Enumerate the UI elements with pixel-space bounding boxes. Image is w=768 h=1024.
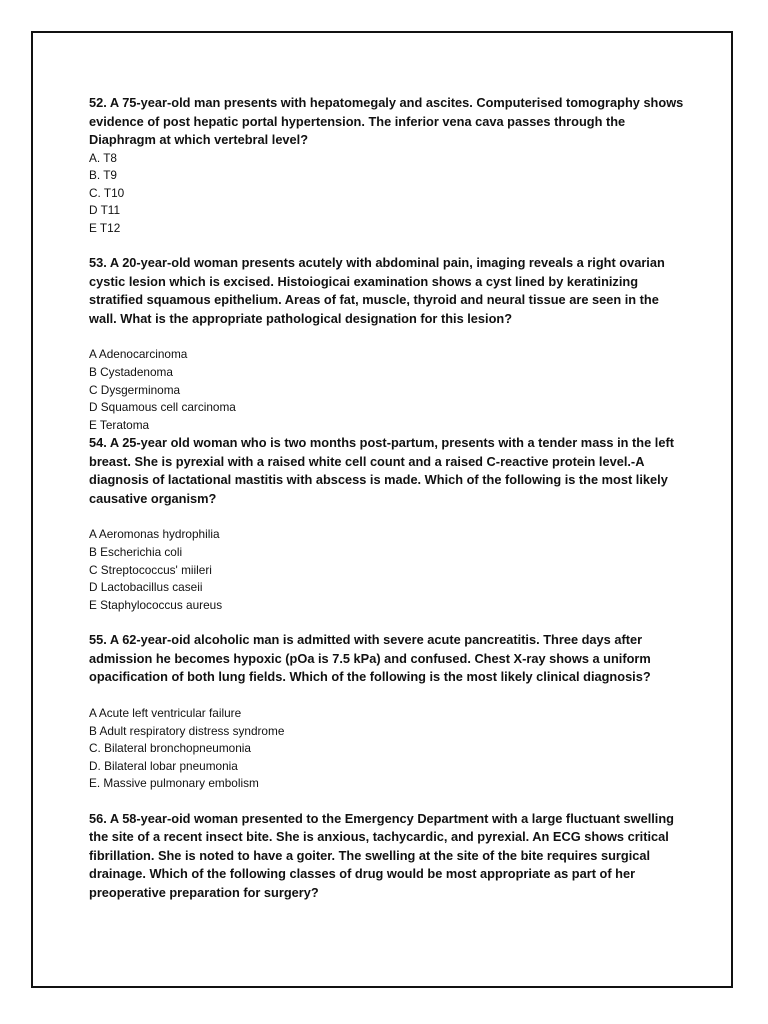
- answer-options: [89, 705, 689, 793]
- answer-option: E Teratoma: [89, 417, 150, 432]
- question-list: [89, 94, 689, 902]
- question-stem: 56. A 58-year-oid woman presented to the Emergency Department with a large fluctuant swelling the site of a recent insect bite. She is anxious, tachycardic, and pyrexial. An ECG shows critical fibrillation. She is noted to have a goiter. The swelling at the site of the bite requires surgical drainage. Which of the following classes of drug would be most appropriate as part of her preoperative preparation for surgery?: [89, 810, 675, 900]
- answer-option: C. T10: [89, 185, 125, 200]
- question-54: [89, 434, 689, 614]
- answer-option: A Aeromonas hydrophilia: [89, 527, 220, 542]
- answer-option: B Cystadenoma: [89, 365, 173, 380]
- answer-options: [89, 526, 689, 614]
- answer-option: D T11: [89, 203, 121, 218]
- question-52: [89, 94, 689, 237]
- answer-option: B. T9: [89, 168, 117, 183]
- answer-option: C. Bilateral bronchopneumonia: [89, 741, 251, 756]
- question-56: [89, 810, 689, 903]
- question-55: [89, 631, 689, 792]
- answer-option: B Adult respiratory distress syndrome: [89, 723, 285, 738]
- answer-option: A Acute left ventricular failure: [89, 705, 242, 720]
- answer-option: D Squamous cell carcinoma: [89, 400, 236, 415]
- answer-option: D. Bilateral lobar pneumonia: [89, 758, 238, 773]
- question-stem: 54. A 25-year old woman who is two months post-partum, presents with a tender mass in the left breast. She is pyrexial with a raised white cell count and a raised C-reactive protein level.-A diagnosis of lactational mastitis with abscess is made. Which of the following is the most likely causative organism?: [89, 435, 674, 506]
- answer-option: E. Massive pulmonary embolism: [89, 776, 259, 791]
- question-stem: 53. A 20-year-old woman presents acutely with abdominal pain, imaging reveals a right ovarian cystic lesion which is excised. Histoiogicai examination shows a cyst lined by keratinizing stratified squamous epithelium. Areas of fat, muscle, thyroid and neural tissue are seen in the wall. What is the appropriate pathological designation for this lesion?: [89, 255, 665, 326]
- answer-option: D Lactobacillus caseii: [89, 580, 203, 595]
- answer-option: C Streptococcus' miileri: [89, 562, 212, 577]
- question-stem: 52. A 75-year-old man presents with hepatomegaly and ascites. Computerised tomography shows evidence of post hepatic portal hypertension. The inferior vena cava passes through the Diaphragm at which vertebral level?: [89, 95, 684, 147]
- question-stem: 55. A 62-year-oid alcoholic man is admitted with severe acute pancreatitis. Three days after admission he becomes hypoxic (pOa is 7.5 kPa) and confused. Chest X-ray shows a uniform opacification of both lung fields. Which of the following is the most likely clinical diagnosis?: [89, 632, 651, 685]
- answer-option: C Dysgerminoma: [89, 382, 181, 397]
- answer-options: [89, 150, 689, 238]
- answer-option: A. T8: [89, 150, 117, 165]
- question-53: [89, 254, 689, 434]
- answer-option: E Staphylococcus aureus: [89, 597, 223, 612]
- answer-option: E T12: [89, 220, 121, 235]
- answer-options: [89, 346, 689, 434]
- answer-option: A Adenocarcinoma: [89, 347, 188, 362]
- answer-option: B Escherichia coli: [89, 545, 183, 560]
